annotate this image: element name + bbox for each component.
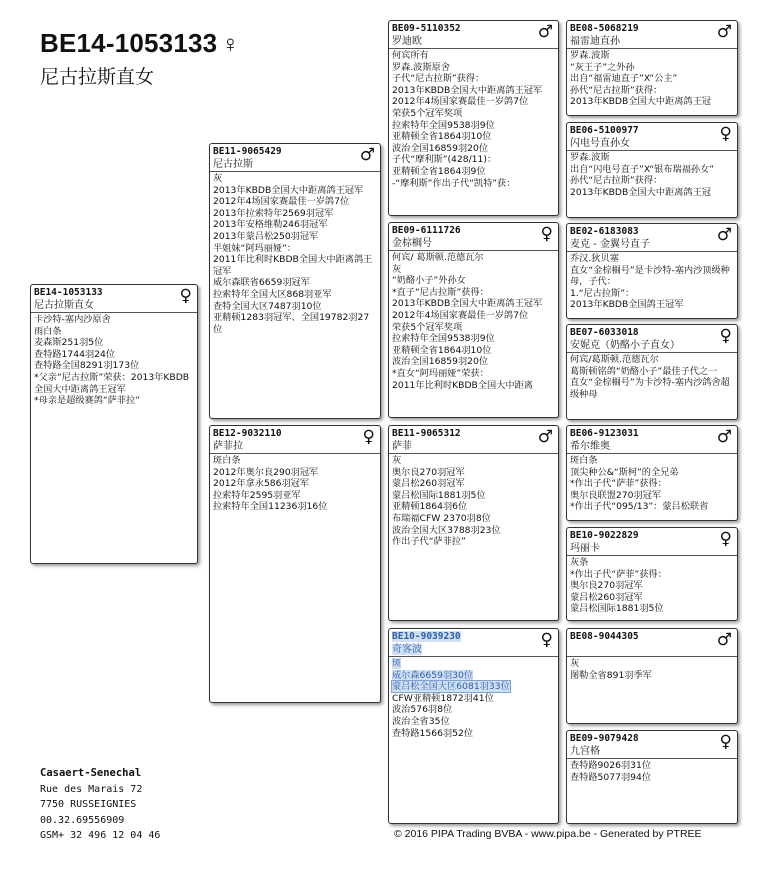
card-line: 拉索特年全国大区868羽亚军 [213, 288, 332, 300]
pedigree-card-sire-dam[interactable] [388, 222, 559, 418]
card-line: 蒙吕松260羽冠军 [570, 591, 643, 603]
female-symbol-icon: ♀ [540, 630, 553, 650]
card-line: 1.“尼古拉斯”： [570, 287, 635, 299]
card-line: 2012年拿永586羽冠军 [213, 478, 310, 490]
card-line: 布瑞福CFW 2370羽8位 [392, 512, 491, 524]
footer-copyright: © 2016 PIPA Trading BVBA - www.pipa.be - Generated by PTREE [394, 828, 702, 840]
male-symbol-icon: ♂ [537, 427, 553, 447]
card-line: 作出子代“萨菲拉” [392, 536, 466, 548]
card-name: 金棕榈号 [389, 237, 558, 251]
card-line [392, 681, 555, 693]
card-ring: BE09-6111726 [392, 225, 461, 236]
card-line: 2011年比利时KBDB全国大中距离 [392, 379, 533, 391]
card-line: 查特全国大区7487羽10位 [213, 300, 322, 312]
card-name: 希尔维奥 [567, 440, 737, 454]
card-line: 2012年奥尔良290羽冠军 [213, 466, 319, 478]
card-body [567, 760, 737, 783]
pedigree-card-dam[interactable] [209, 425, 381, 703]
card-line: *作出子代“萨菲”获得： [570, 478, 667, 490]
card-ring-text: BE10-9039230 [392, 631, 461, 642]
female-symbol-icon: ♀ [719, 326, 732, 346]
card-ring: BE10-9022829 [570, 530, 639, 541]
page-title-name: 尼古拉斯直女 [40, 66, 155, 88]
card-line: 灰 [213, 173, 223, 184]
card-name [567, 643, 737, 657]
card-line: 罗森.波斯 [570, 152, 610, 163]
breeder-info [40, 766, 160, 844]
card-line: 何宾/ 葛斯顿.范德瓦尔 [392, 252, 484, 263]
female-symbol-icon: ♀ [719, 529, 732, 549]
pedigree-card-sss[interactable] [566, 20, 738, 116]
pedigree-card-dam-sire[interactable] [388, 425, 559, 621]
card-line: 灰条 [570, 557, 589, 568]
female-symbol-icon: ♀ [362, 427, 375, 447]
breeder-city: 7750 RUSSEIGNIES [40, 799, 137, 810]
card-line: 孙代“尼古拉斯”获得： [570, 175, 663, 187]
card-line: 蒙吕松260羽冠军 [392, 478, 465, 490]
card-line: 查特路1566羽52位 [392, 727, 474, 739]
card-line: 灰 [570, 658, 580, 669]
card-name: 安妮克（奶酪小子直女） [567, 339, 737, 353]
card-line: 2013年拉索特年2569羽冠军 [213, 207, 334, 219]
card-line: 2013年KBDB全国大中距离鸽王冠军 [213, 184, 364, 196]
card-name: 罗迪欧 [389, 35, 558, 49]
card-ring: BE11-9065429 [213, 146, 282, 157]
card-line: 何宾所有 [392, 50, 429, 61]
card-body [567, 557, 737, 615]
card-line: 2013年蒙吕松250羽冠军 [213, 230, 319, 242]
card-line: 葛斯顿铭鸽“奶酪小子”最佳子代之一 [570, 365, 718, 377]
female-symbol-icon: ♀ [540, 224, 553, 244]
card-line: 子代“摩利斯”(428/11)： [392, 154, 497, 166]
card-body [31, 314, 197, 407]
card-line: 蒙吕松国际1881羽5位 [392, 489, 486, 501]
breeder-address: Rue des Marais 72 [40, 783, 143, 795]
card-line: *母亲是超级赛鸽“萨菲拉” [34, 395, 140, 407]
pedigree-card-ddd[interactable] [566, 730, 738, 824]
card-body [567, 354, 737, 400]
card-line-text: 威尔森6659羽30位 [392, 669, 474, 681]
card-line: 斑白条 [570, 455, 598, 466]
card-line: 图勒全省891羽季军 [570, 669, 652, 681]
card-line: 亚精顿1864羽6位 [392, 501, 468, 513]
card-body [210, 173, 380, 335]
card-line: 2013年KBDB全国大中距离鸽王冠军 [392, 84, 543, 96]
male-symbol-icon: ♂ [716, 22, 732, 42]
female-symbol-icon: ♀ [221, 31, 240, 58]
card-line: 拉索特年全国11236羽16位 [213, 501, 328, 513]
card-line: 波治全省35位 [392, 715, 450, 727]
card-line: 灰 [392, 455, 402, 466]
card-body [567, 253, 737, 311]
card-line: -“摩利斯”作出子代“凯特”获： [392, 177, 516, 189]
card-name-text: 奇客波 [392, 644, 422, 655]
card-line: 2012年4场国家赛最佳一岁鸽7位 [392, 96, 529, 108]
female-symbol-icon: ♀ [179, 286, 192, 306]
card-line: 奥尔良270羽冠军 [570, 580, 643, 592]
card-line: 麦森斯251羽5位 [34, 337, 104, 349]
card-line: *直子“尼古拉斯”获得： [392, 286, 489, 298]
card-line: 乔汉.狄贝塞 [570, 253, 619, 264]
card-body [567, 50, 737, 108]
card-line: *作出子代“095/13”：蒙吕松联省 [570, 501, 709, 513]
card-name [389, 643, 558, 657]
card-line: 奥尔良联盟270羽冠军 [570, 489, 662, 501]
card-ring: BE09-9079428 [570, 733, 639, 744]
card-line: 亚精顿全省1864羽10位 [392, 131, 492, 143]
card-name: 萨菲 [389, 440, 558, 454]
card-line: *父亲“尼古拉斯”荣获：2013年KBDB全国大中距离鸽王冠军 [34, 371, 190, 395]
card-line: 奥尔良270羽冠军 [392, 466, 465, 478]
card-name: 尼古拉斯直女 [31, 299, 197, 313]
card-line: 波治576羽8位 [392, 704, 453, 716]
card-line: 亚精顿全省1864羽9位 [392, 165, 486, 177]
card-line: 荣获5个冠军奖项 [392, 321, 463, 333]
card-line-text: 蒙吕松全国大区6081羽33位 [392, 681, 510, 693]
card-line: 顶尖种公&“斯柯”的全兄弟 [570, 466, 679, 478]
card-line: 2012年4场国家赛最佳一岁鸽7位 [392, 309, 529, 321]
card-body [389, 455, 558, 548]
card-line: 2013年KBDB全国大中距离鸽王冠 [570, 96, 711, 108]
card-line: 孙代“尼古拉斯”获得： [570, 84, 663, 96]
card-name: 尼古拉斯 [210, 158, 380, 172]
card-ring: BE09-5110352 [392, 23, 461, 34]
male-symbol-icon: ♂ [716, 427, 732, 447]
card-body [389, 658, 558, 739]
card-line: 子代“尼古拉斯”获得： [392, 73, 485, 85]
card-line [392, 670, 555, 682]
title-ring-number: BE14-1053133 [40, 28, 218, 58]
card-line: 罗森.波斯 [570, 50, 610, 61]
card-line [392, 658, 555, 670]
breeder-phone: 00.32.69556909 [40, 814, 125, 826]
card-line: 2011年比利时KBDB全国大中距离鸽王冠军 [213, 254, 373, 277]
pedigree-card-sds[interactable] [566, 223, 738, 319]
card-line: 出自“福雷迪直子”X“公主” [570, 73, 678, 85]
card-body [389, 252, 558, 391]
card-name: 玛丽卡 [567, 542, 737, 556]
breeder-name: Casaert-Senechal [40, 767, 142, 779]
card-line: 拉索特年全国9538羽9位 [392, 333, 495, 345]
card-line: 灰 [392, 263, 402, 275]
card-body [210, 455, 380, 513]
card-line: 2013年KBDB全国大中距离鸽王冠军 [392, 298, 543, 310]
card-line: 查特路5077羽94位 [570, 771, 652, 783]
card-line: 荣获5个冠军奖项 [392, 107, 463, 119]
card-line: 拉索特年全国9538羽9位 [392, 119, 495, 131]
male-symbol-icon: ♂ [359, 145, 375, 165]
pedigree-card-sdd[interactable] [566, 324, 738, 420]
card-line: 查特路9026羽31位 [570, 760, 652, 771]
card-line: 2012年4场国家赛最佳一岁鸽7位 [213, 196, 350, 208]
female-symbol-icon: ♀ [719, 124, 732, 144]
breeder-gsm: GSM+ 32 496 12 04 46 [40, 830, 161, 841]
card-line: 直女“金棕榈号”为卡沙特-塞内沙鸽舍超级种母 [570, 377, 730, 400]
card-name: 麦克 - 金翼号直子 [567, 238, 737, 252]
card-line: “奶酪小子”外孙女 [392, 275, 466, 287]
card-ring: BE08-5068219 [570, 23, 639, 34]
card-line: 2013年KBDB全国大中距离鸽王冠 [570, 186, 711, 198]
card-line: 罗森.波斯原舍 [392, 61, 451, 73]
card-line: 2013年安格维勒246羽冠军 [213, 219, 328, 231]
card-line: *直女“阿玛丽娅”荣获： [392, 367, 489, 379]
card-line: 半姐妹“阿玛丽娅”： [213, 242, 297, 254]
card-line: 何宾/葛斯顿.范德瓦尔 [570, 354, 659, 365]
card-line: 威尔森联省6659羽冠军 [213, 277, 310, 289]
card-body [389, 50, 558, 189]
card-line: 直女“金棕榈号”是卡沙特-塞内沙顶级种母，子代： [570, 264, 730, 288]
male-symbol-icon: ♂ [537, 22, 553, 42]
card-ring: BE07-6033018 [570, 327, 639, 338]
card-line: CFW亚精顿1872羽41位 [392, 692, 494, 704]
card-ring: BE11-9065312 [392, 428, 461, 439]
card-line-text: 斑 [392, 658, 402, 669]
pedigree-card-dam-dam[interactable] [388, 628, 559, 824]
card-line: 查特路全国8291羽173位 [34, 360, 140, 372]
card-line: 卡沙特-塞内沙原舍 [34, 314, 111, 325]
card-line: 拉索特年2595羽亚军 [213, 489, 301, 501]
card-line: 斑白条 [213, 455, 241, 466]
card-line: 雨白条 [34, 325, 62, 337]
card-line: 亚精顿1283羽冠军、全国19782羽27位 [213, 312, 370, 335]
page-title-ring [40, 28, 240, 59]
male-symbol-icon: ♂ [716, 225, 732, 245]
card-ring: BE06-9123031 [570, 428, 639, 439]
card-line: 波治全国大区3788羽23位 [392, 524, 501, 536]
card-ring: BE12-9032110 [213, 428, 282, 439]
card-body [567, 455, 737, 513]
pedigree-card-sire[interactable] [209, 143, 381, 419]
card-ring: BE14-1053133 [34, 287, 103, 298]
card-line: 查特路1744羽24位 [34, 348, 116, 360]
card-ring [389, 629, 558, 643]
card-line: 蒙吕松国际1881羽5位 [570, 603, 664, 615]
card-line: *作出子代“萨菲”获得： [570, 568, 667, 580]
pedigree-card-dsd[interactable] [566, 527, 738, 621]
male-symbol-icon: ♂ [716, 630, 732, 650]
pedigree-card-subject[interactable] [30, 284, 198, 564]
card-line: “灰王子”之外孙 [570, 61, 635, 73]
card-ring: BE02-6183083 [570, 226, 639, 237]
card-line: 2013年KBDB全国鸽王冠军 [570, 299, 684, 311]
card-line: 亚精顿全省1864羽10位 [392, 344, 492, 356]
pedigree-card-ssd[interactable] [566, 122, 738, 218]
card-name: 闪电号直孙女 [567, 137, 737, 151]
card-body [567, 152, 737, 198]
card-line: 波治全国16859羽20位 [392, 142, 489, 154]
pedigree-card-dss[interactable] [566, 425, 738, 521]
pedigree-card-sire-sire[interactable] [388, 20, 559, 216]
card-line: 出自“闪电号直子”X“银布瑞福孙女” [570, 163, 715, 175]
card-line: 波治全国16859羽20位 [392, 356, 489, 368]
card-name: 九宫格 [567, 745, 737, 759]
card-ring: BE08-9044305 [570, 631, 639, 642]
card-ring: BE06-5100977 [570, 125, 639, 136]
card-name: 福雷迪直孙 [567, 35, 737, 49]
card-name: 萨菲拉 [210, 440, 380, 454]
female-symbol-icon: ♀ [719, 732, 732, 752]
pedigree-card-dds[interactable] [566, 628, 738, 724]
card-body [567, 658, 737, 681]
